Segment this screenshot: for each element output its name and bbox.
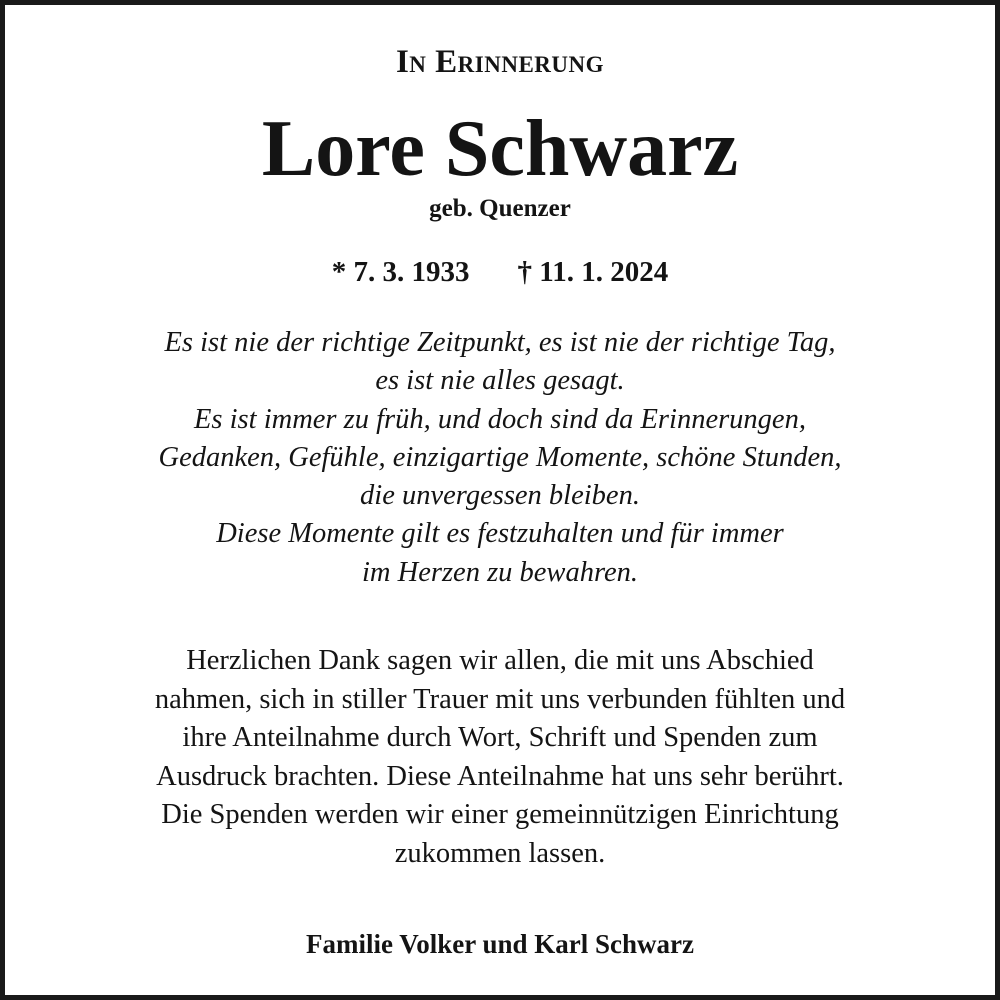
poem-line: im Herzen zu bewahren. xyxy=(362,556,638,588)
life-dates xyxy=(0,252,1000,292)
poem-line: es ist nie alles gesagt. xyxy=(375,365,625,397)
thanks-paragraph xyxy=(20,642,980,874)
birth-date: * 7. 3. 1933 xyxy=(331,256,470,288)
deceased-name: Lore Schwarz xyxy=(261,105,739,193)
memorial-poem xyxy=(20,324,980,592)
thanks-line: zukommen lassen. xyxy=(394,837,606,869)
poem-line: die unvergessen bleiben. xyxy=(360,480,640,512)
notice-heading: In Erinnerung xyxy=(395,44,605,80)
thanks-line: ihre Anteilnahme durch Wort, Schrift und Spenden zum xyxy=(182,722,818,754)
thanks-line: Ausdruck brachten. Diese Anteilnahme hat uns sehr berührt. xyxy=(156,760,844,792)
thanks-line: Die Spenden werden wir einer gemeinnützigen Einrichtung xyxy=(161,799,839,831)
thanks-line: Herzlichen Dank sagen wir allen, die mit uns Abschied xyxy=(186,645,814,676)
poem-line: Gedanken, Gefühle, einzigartige Momente, schöne Stunden, xyxy=(158,441,842,473)
maiden-name: geb. Quenzer xyxy=(429,195,571,222)
family-signature: Familie Volker und Karl Schwarz xyxy=(305,929,695,959)
death-date: † 11. 1. 2024 xyxy=(517,256,669,288)
poem-line: Es ist nie der richtige Zeitpunkt, es ist nie der richtige Tag, xyxy=(164,327,836,358)
thanks-line: nahmen, sich in stiller Trauer mit uns verbunden fühlten und xyxy=(154,683,846,715)
poem-line: Diese Momente gilt es festzuhalten und für immer xyxy=(216,518,784,550)
poem-line: Es ist immer zu früh, und doch sind da Erinnerungen, xyxy=(194,403,806,435)
